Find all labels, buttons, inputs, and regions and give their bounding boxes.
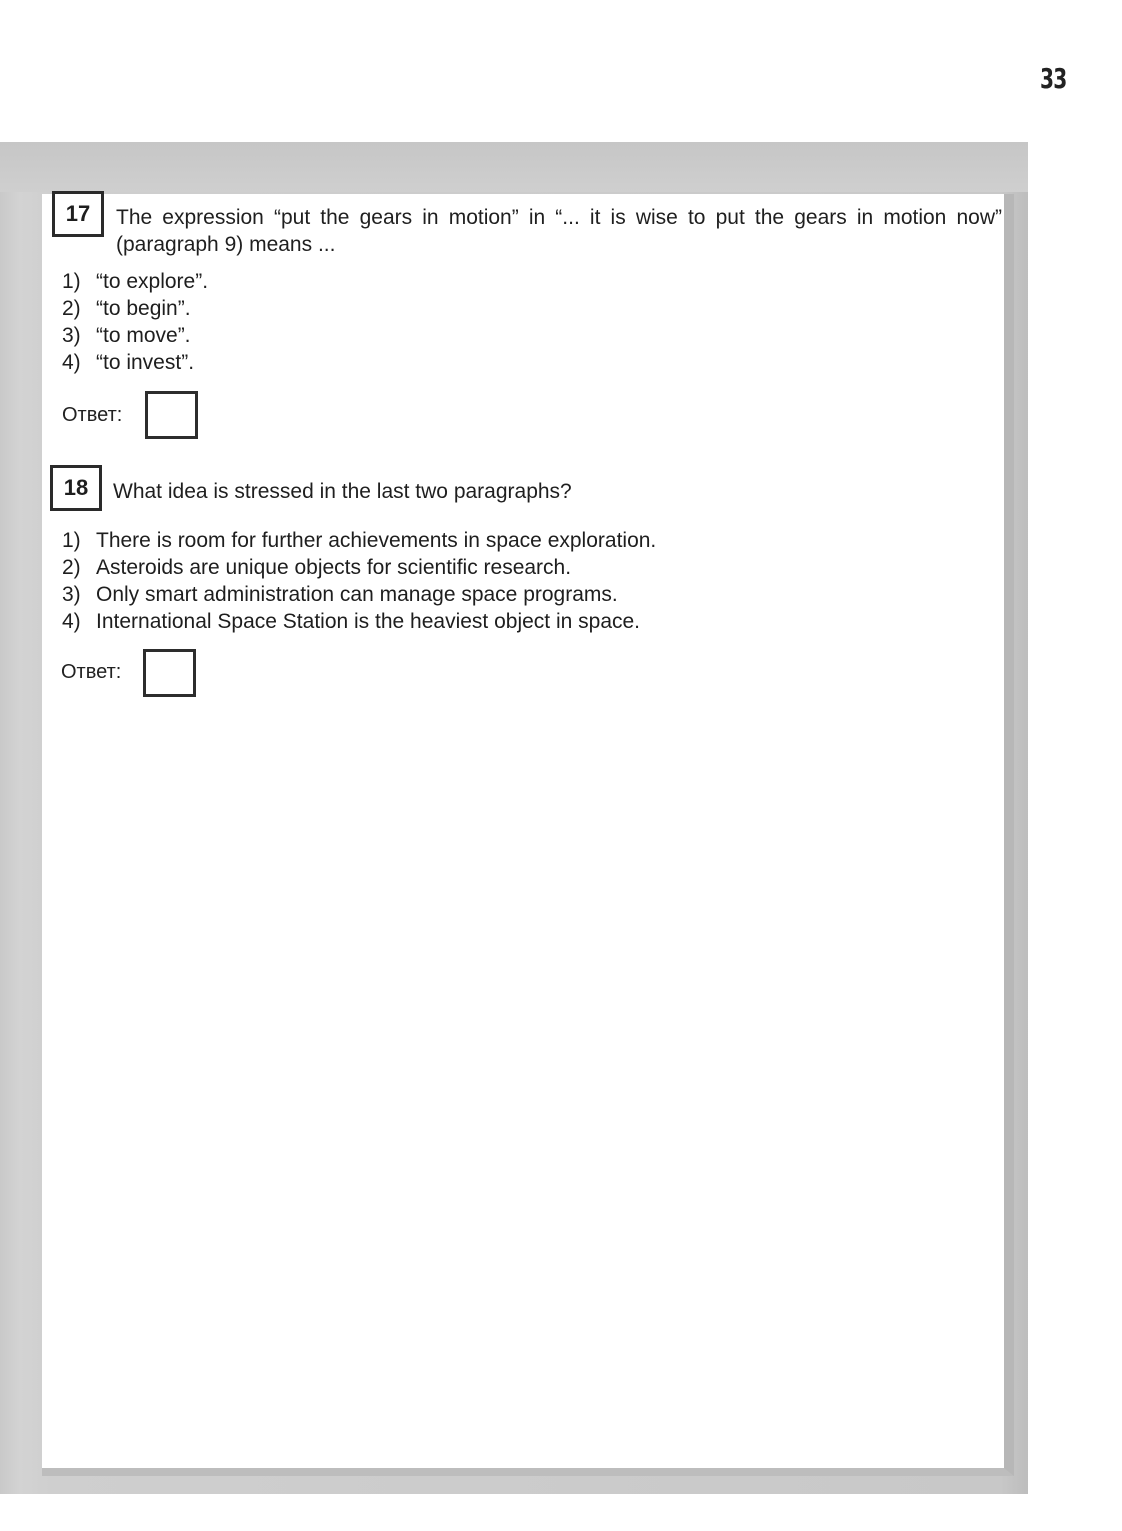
option-number: 4) — [62, 610, 81, 633]
option-number: 4) — [62, 351, 81, 374]
task-18-answer-box[interactable] — [143, 649, 196, 697]
option-text: International Space Station is the heaviest object in space. — [96, 610, 641, 633]
task-17-number: 17 — [52, 191, 104, 237]
option-text: “to invest”. — [96, 351, 195, 374]
option-text: “to begin”. — [96, 297, 191, 320]
option-item — [62, 581, 656, 608]
option-text: “to explore”. — [96, 270, 209, 293]
task-18-answer-label: Ответ: — [61, 661, 122, 683]
option-item — [62, 268, 208, 295]
task-17-answer-label: Ответ: — [62, 404, 123, 426]
task-18-number: 18 — [50, 465, 102, 511]
option-number: 3) — [62, 324, 81, 347]
option-number: 1) — [62, 270, 81, 293]
option-text: Asteroids are unique objects for scientific research. — [96, 556, 572, 579]
option-text: “to move”. — [96, 324, 191, 347]
option-number: 2) — [62, 556, 81, 579]
option-item — [62, 295, 208, 322]
option-text: There is room for further achievements in space exploration. — [96, 529, 657, 552]
task-18-options — [62, 527, 656, 635]
option-number: 1) — [62, 529, 81, 552]
option-item — [62, 322, 208, 349]
option-item — [62, 608, 656, 635]
option-item — [62, 554, 656, 581]
task-17-options — [62, 268, 208, 376]
option-item — [62, 527, 656, 554]
task-panel — [42, 194, 1014, 1476]
task-17-answer-box[interactable] — [145, 391, 198, 439]
option-number: 3) — [62, 583, 81, 606]
task-17-question: The expression “put the gears in motion” in “... it is wise to put the gears in motion now” (paragraph 9) means ... — [116, 206, 1002, 256]
option-number: 2) — [62, 297, 81, 320]
page-number: 33 — [1040, 62, 1067, 95]
task-18-question: What idea is stressed in the last two paragraphs? — [113, 480, 572, 503]
option-text: Only smart administration can manage space programs. — [96, 583, 618, 606]
option-item — [62, 349, 208, 376]
